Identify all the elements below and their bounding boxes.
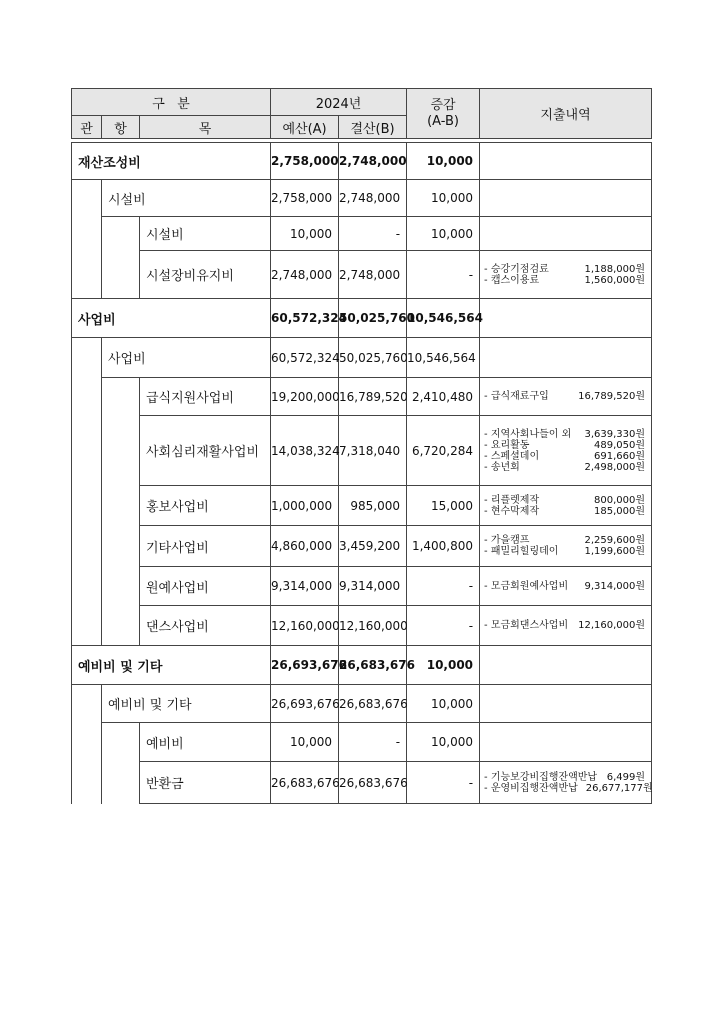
table-row [72, 217, 652, 251]
indent-cell [72, 416, 102, 486]
settle-cell: 9,314,000 [339, 567, 407, 606]
detail-item: - 승강기점검료 [484, 263, 549, 275]
settle-cell: 2,748,000 [339, 180, 407, 217]
budget-cell: 60,572,324 [271, 299, 339, 338]
detail-line [484, 772, 645, 783]
table-row [72, 378, 652, 416]
row-label: 사업비 [102, 338, 271, 378]
detail-cell [480, 416, 652, 486]
budget-cell: 10,000 [271, 217, 339, 251]
indent-cell [102, 251, 140, 299]
header-budget: 예산(A) [271, 116, 339, 139]
row-label: 재산조성비 [72, 143, 271, 180]
detail-line [484, 581, 645, 592]
detail-line [484, 535, 645, 546]
diff-cell: 10,000 [407, 143, 480, 180]
settle-cell: 12,160,000 [339, 606, 407, 646]
settle-cell: 50,025,760 [339, 338, 407, 378]
budget-cell: 2,758,000 [271, 143, 339, 180]
detail-item: - 모금회원예사업비 [484, 580, 569, 592]
budget-cell: 14,038,324 [271, 416, 339, 486]
indent-cell [102, 486, 140, 526]
row-label: 예비비 및 기타 [102, 685, 271, 723]
settle-cell: 26,683,676 [339, 646, 407, 685]
diff-cell: 15,000 [407, 486, 480, 526]
table-row [72, 567, 652, 606]
table-row [72, 338, 652, 378]
detail-item: - 운영비집행잔액반납 [484, 782, 578, 794]
detail-line [484, 391, 645, 402]
table-row [72, 526, 652, 567]
header-gubun: 구 분 [72, 89, 271, 116]
budget-cell: 4,860,000 [271, 526, 339, 567]
detail-line [484, 429, 645, 440]
diff-cell: 10,000 [407, 646, 480, 685]
detail-amount: 691,660원 [594, 450, 646, 462]
indent-cell [72, 486, 102, 526]
detail-cell [480, 217, 652, 251]
header-gwan: 관 [72, 116, 102, 139]
indent-cell [72, 526, 102, 567]
detail-amount: 12,160,000원 [578, 620, 646, 631]
detail-amount: 2,259,600원 [584, 535, 646, 546]
budget-cell: 26,693,676 [271, 685, 339, 723]
detail-cell [480, 723, 652, 762]
detail-item: - 리플렛제작 [484, 494, 540, 506]
table-row [72, 180, 652, 217]
row-label: 예비비 및 기타 [72, 646, 271, 685]
budget-cell: 9,314,000 [271, 567, 339, 606]
diff-cell: 1,400,800 [407, 526, 480, 567]
detail-item: - 가을캠프 [484, 535, 530, 546]
indent-cell [72, 685, 102, 723]
detail-line [484, 546, 645, 557]
detail-item: - 패밀리힐링데이 [484, 546, 559, 557]
table-row [72, 416, 652, 486]
indent-cell [72, 723, 102, 762]
header-diff: 증감 (A-B) [407, 89, 480, 139]
detail-cell [480, 299, 652, 338]
indent-cell [102, 762, 140, 804]
table-row [72, 646, 652, 685]
indent-cell [72, 251, 102, 299]
indent-cell [102, 526, 140, 567]
detail-cell [480, 486, 652, 526]
detail-item: - 지역사회나들이 외 [484, 428, 572, 440]
settle-cell: 26,683,676 [339, 762, 407, 804]
diff-cell: - [407, 567, 480, 606]
detail-amount: 6,499원 [606, 771, 646, 783]
detail-line [484, 495, 645, 506]
budget-cell: 26,693,676 [271, 646, 339, 685]
detail-cell [480, 762, 652, 804]
detail-item: - 캡스이용료 [484, 274, 540, 286]
table-row [72, 685, 652, 723]
detail-line [484, 506, 645, 517]
row-label: 시설비 [140, 217, 271, 251]
detail-line [484, 451, 645, 462]
table-row [72, 723, 652, 762]
settle-cell: - [339, 723, 407, 762]
detail-amount: 1,188,000원 [584, 263, 646, 275]
budget-cell: 19,200,000 [271, 378, 339, 416]
detail-line [484, 440, 645, 451]
diff-cell: 10,000 [407, 217, 480, 251]
table-row [72, 486, 652, 526]
budget-cell: 12,160,000 [271, 606, 339, 646]
header-mok: 목 [140, 116, 271, 139]
detail-amount: 9,314,000원 [584, 580, 646, 592]
settle-cell: 50,025,760 [339, 299, 407, 338]
detail-amount: 489,050원 [594, 439, 646, 451]
settle-cell: 3,459,200 [339, 526, 407, 567]
table-row [72, 251, 652, 299]
settle-cell: 7,318,040 [339, 416, 407, 486]
detail-cell [480, 143, 652, 180]
header-detail: 지출내역 [480, 89, 652, 139]
row-label: 예비비 [140, 723, 271, 762]
indent-cell [102, 378, 140, 416]
table-row [72, 299, 652, 338]
detail-cell [480, 338, 652, 378]
budget-settlement-table [71, 88, 652, 804]
header-year: 2024년 [271, 89, 407, 116]
row-label: 시설장비유지비 [140, 251, 271, 299]
detail-item: - 요리활동 [484, 439, 530, 451]
indent-cell [102, 606, 140, 646]
header-settle: 결산(B) [339, 116, 407, 139]
budget-cell: 1,000,000 [271, 486, 339, 526]
diff-cell: 10,546,564 [407, 338, 480, 378]
budget-cell: 26,683,676 [271, 762, 339, 804]
budget-cell: 60,572,324 [271, 338, 339, 378]
indent-cell [72, 762, 102, 804]
row-label: 사업비 [72, 299, 271, 338]
detail-cell [480, 251, 652, 299]
diff-cell: 10,546,564 [407, 299, 480, 338]
detail-cell [480, 646, 652, 685]
diff-cell: - [407, 606, 480, 646]
diff-cell: 10,000 [407, 723, 480, 762]
table-body [72, 143, 652, 804]
detail-amount: 2,498,000원 [584, 461, 646, 473]
detail-line [484, 782, 653, 794]
detail-cell [480, 567, 652, 606]
detail-item: - 급식재료구입 [484, 391, 549, 402]
detail-line [484, 264, 645, 275]
detail-amount: 185,000원 [594, 505, 646, 517]
detail-cell [480, 606, 652, 646]
detail-amount: 1,560,000원 [584, 274, 646, 286]
detail-item: - 스페셜데이 [484, 450, 540, 462]
budget-cell: 2,748,000 [271, 251, 339, 299]
detail-line [484, 275, 645, 286]
detail-line [484, 462, 645, 473]
settle-cell: 16,789,520 [339, 378, 407, 416]
settle-cell: 2,748,000 [339, 251, 407, 299]
row-label: 시설비 [102, 180, 271, 217]
indent-cell [72, 567, 102, 606]
table-row [72, 143, 652, 180]
indent-cell [72, 180, 102, 217]
row-label: 원예사업비 [140, 567, 271, 606]
header-hang: 항 [102, 116, 140, 139]
indent-cell [102, 416, 140, 486]
diff-cell: 6,720,284 [407, 416, 480, 486]
detail-cell [480, 526, 652, 567]
diff-cell: - [407, 251, 480, 299]
table-row [72, 606, 652, 646]
detail-item: - 송년회 [484, 461, 520, 473]
detail-amount: 26,677,177원 [585, 782, 653, 794]
indent-cell [102, 217, 140, 251]
indent-cell [72, 378, 102, 416]
budget-cell: 2,758,000 [271, 180, 339, 217]
settle-cell: 985,000 [339, 486, 407, 526]
diff-cell: - [407, 762, 480, 804]
indent-cell [102, 567, 140, 606]
indent-cell [72, 338, 102, 378]
detail-line [484, 620, 645, 631]
row-label: 홍보사업비 [140, 486, 271, 526]
indent-cell [102, 723, 140, 762]
settle-cell: - [339, 217, 407, 251]
indent-cell [72, 217, 102, 251]
detail-item: - 기능보강비집행잔액반납 [484, 771, 598, 783]
row-label: 반환금 [140, 762, 271, 804]
diff-cell: 10,000 [407, 685, 480, 723]
budget-cell: 10,000 [271, 723, 339, 762]
row-label: 댄스사업비 [140, 606, 271, 646]
row-label: 사회심리재활사업비 [140, 416, 271, 486]
indent-cell [72, 606, 102, 646]
table-row [72, 762, 652, 804]
diff-cell: 2,410,480 [407, 378, 480, 416]
detail-amount: 3,639,330원 [584, 428, 646, 440]
settle-cell: 2,748,000 [339, 143, 407, 180]
detail-amount: 1,199,600원 [584, 546, 646, 557]
detail-amount: 16,789,520원 [578, 391, 646, 402]
detail-cell [480, 685, 652, 723]
diff-cell: 10,000 [407, 180, 480, 217]
detail-amount: 800,000원 [594, 494, 646, 506]
row-label: 기타사업비 [140, 526, 271, 567]
detail-cell [480, 180, 652, 217]
detail-item: - 현수막제작 [484, 505, 540, 517]
row-label: 급식지원사업비 [140, 378, 271, 416]
detail-cell [480, 378, 652, 416]
detail-item: - 모금회댄스사업비 [484, 620, 569, 631]
settle-cell: 26,683,676 [339, 685, 407, 723]
